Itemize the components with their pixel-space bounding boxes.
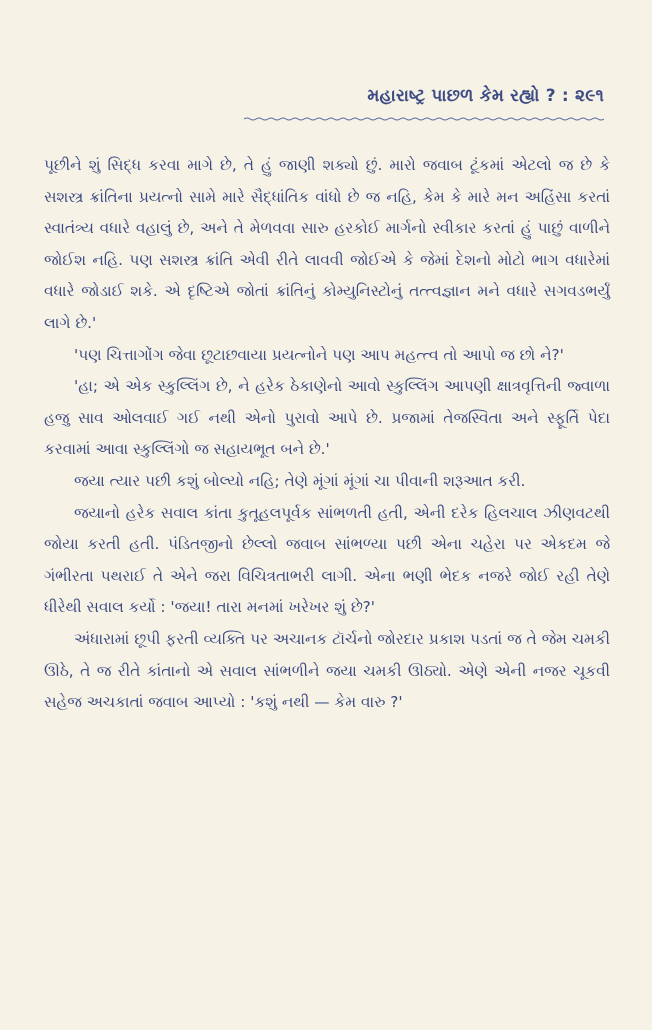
paragraph: જયા ત્યાર પછી કશું બોલ્યો નહિ; તેણે મૂંગાં મૂંગાં ચા પીવાની શરૂઆત કરી. xyxy=(74,471,526,490)
paragraph: પૂછીને શું સિદ્ધ કરવા માગે છે, તે હું જાણી શક્યો છું. મારો જવાબ ટૂંકમાં એટલો જ છે કે સશસ્ત્ર ક્રાંતિના પ્રયત્નો સામે મારે સૈદ્ધાંતિક વાંધો છે જ નહિ, કેમ કે મારે મન અહિંસા કરતાં સ્વાતંત્ર્ય વધારે વહાલું છે, અને તે મેળવવા સારુ હરકોઈ માર્ગનો સ્વીકાર કરતાં હું પાછું વાળીને જોઈશ નહિ. પણ સશસ્ત્ર ક્રાંતિ એવી રીતે લાવવી જોઈએ કે જેમાં દેશનો મોટો ભાગ વધારેમાં વધારે જોડાઈ શકે. એ દૃષ્ટિએ જોતાં ક્રાંતિનું કોમ્યુનિસ્ટોનું તત્ત્વજ્ઞાન મને વધારે સગવડભર્યું લાગે છે.' xyxy=(44,156,610,332)
wavy-underline xyxy=(244,117,604,121)
running-head: મહારાષ્ટ્ર પાછળ કેમ રહ્યો ? : ૨૯૧ xyxy=(367,86,604,106)
paragraph: 'હા; એ એક સ્કુલ્લિંગ છે, ને હરેક ઠેકાણેનો આવો સ્કુલ્લિંગ આપણી ક્ષાત્રવૃત્તિની જ્વાળા હજુ સાવ ઓલવાઈ ગઈ નથી એનો પુરાવો આપે છે. પ્રજામાં તેજસ્વિતા અને સ્ફૂર્તિ પેદા કરવામાં આવા સ્કુલ્લિંગો જ સહાયભૂત બને છે.' xyxy=(44,377,610,459)
paragraph: જયાનો હરેક સવાલ કાંતા કુતૂહલપૂર્વક સાંભળતી હતી, એની દરેક હિલચાલ ઝીણવટથી જોયા કરતી હતી. પંડિતજીનો છેલ્લો જવાબ સાંભળ્યા પછી એના ચહેરા પર એકદમ જે ગંભીરતા પથરાઈ તે એને જરા વિચિત્રતાભરી લાગી. એના ભણી ભેદક નજરે જોઈ રહી તેણે ધીરેથી સવાલ કર્યો : 'જયા! તારા મનમાં ખરેખર શું છે?' xyxy=(44,503,610,617)
page-body xyxy=(44,150,610,719)
paragraph: 'પણ ચિત્તાગોંગ જેવા છૂટાછવાયા પ્રયત્નોને પણ આપ મહત્ત્વ તો આપો જ છો ને?' xyxy=(74,345,564,364)
paragraph: અંધારામાં છૂપી ફરતી વ્યક્તિ પર અચાનક ટૉર્ચનો જોરદાર પ્રકાશ પડતાં જ તે જેમ ચમકી ઊઠે, તે જ રીતે કાંતાનો એ સવાલ સાંભળીને જયા ચમકી ઊઠ્યો. એણે એની નજર ચૂકવી સહેજ અચકાતાં જવાબ આપ્યો : 'કશું નથી — કેમ વારુ ?' xyxy=(44,629,610,712)
page-header xyxy=(244,86,604,125)
